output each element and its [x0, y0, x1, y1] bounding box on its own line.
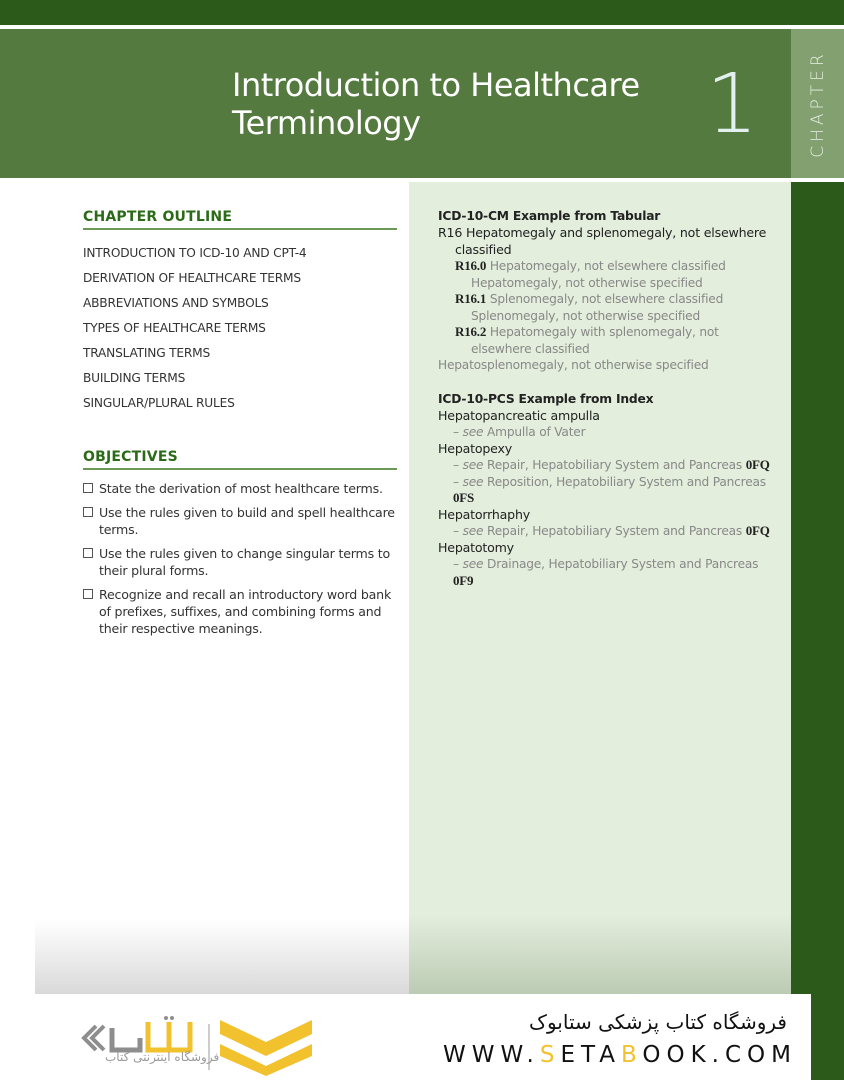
- chapter-number: 1: [706, 57, 759, 152]
- checkbox-icon: [83, 507, 93, 517]
- ref-text: Repair, Hepatobiliary System and Pancreas: [487, 524, 743, 538]
- ref-text: Reposition, Hepatobiliary System and Pancreas: [487, 474, 766, 489]
- code: R16.0: [455, 258, 487, 273]
- tabular-code-entry: [438, 258, 778, 291]
- ref-text: Ampulla of Vater: [487, 425, 586, 439]
- index-ref: [438, 424, 778, 441]
- outline-item: INTRODUCTION TO ICD-10 AND CPT-4: [83, 246, 307, 260]
- objective-text: Recognize and recall an introductory word bank of prefixes, suffixes, and combining forms and their respective meanings.: [99, 587, 392, 636]
- outline-item: TRANSLATING TERMS: [83, 346, 211, 360]
- logo-subtitle: فروشگاه اینترنتی کتاب: [105, 1050, 220, 1064]
- code-cont: Hepatomegaly, not otherwise specified: [471, 275, 703, 290]
- outline-item: DERIVATION OF HEALTHCARE TERMS: [83, 271, 301, 285]
- chapter-label: CHAPTER: [807, 49, 828, 158]
- index-term: Hepatopancreatic ampulla: [438, 407, 600, 423]
- ref-code: 0FQ: [745, 457, 770, 472]
- code-text: Hepatomegaly, not elsewhere classified: [489, 259, 726, 273]
- index-ref: [438, 556, 778, 589]
- code: R16.1: [455, 291, 487, 306]
- setabook-logo-icon: [70, 1016, 330, 1076]
- objective-item: [83, 504, 397, 538]
- page-fade: [35, 920, 409, 994]
- see-word: see: [462, 557, 484, 571]
- checkbox-icon: [83, 483, 93, 493]
- index-term: Hepatopexy: [438, 440, 512, 456]
- see-word: see: [462, 524, 484, 538]
- url-part: WWW.: [442, 1042, 540, 1068]
- checkbox-icon: [83, 589, 93, 599]
- code-cont: Splenomegaly, not otherwise specified: [471, 308, 701, 323]
- top-band: [0, 0, 844, 25]
- store-url: [443, 1042, 797, 1068]
- objective-item: [83, 586, 397, 637]
- dash: –: [453, 458, 459, 472]
- objective-item: [83, 545, 397, 579]
- url-highlight: S: [539, 1042, 561, 1068]
- dash: –: [453, 557, 459, 571]
- outline-item: ABBREVIATIONS AND SYMBOLS: [83, 296, 269, 310]
- url-part: OOK.COM: [642, 1042, 797, 1068]
- see-word: see: [462, 425, 484, 439]
- tabular-main-entry: R16 Hepatomegaly and splenomegaly, not elsewhere classified: [438, 225, 767, 257]
- see-word: see: [462, 458, 484, 472]
- dash: –: [453, 425, 459, 439]
- objective-item: [83, 480, 397, 497]
- side-bar: [791, 182, 844, 1080]
- tabular-note: Hepatosplenomegaly, not otherwise specified: [438, 358, 709, 372]
- store-name: فروشگاه کتاب پزشکی ستابوک: [529, 1010, 787, 1034]
- index-term: Hepatorrhaphy: [438, 506, 531, 522]
- coding-examples: [438, 208, 778, 589]
- dash: –: [453, 524, 459, 538]
- index-term: Hepatotomy: [438, 539, 514, 555]
- ref-text: Repair, Hepatobiliary System and Pancreas: [487, 458, 743, 472]
- tabular-code-entry: [438, 291, 778, 324]
- chapter-outline: [83, 209, 397, 416]
- objective-text: State the derivation of most healthcare terms.: [99, 481, 383, 496]
- outline-item: SINGULAR/PLURAL RULES: [83, 396, 235, 410]
- chapter-tab: [791, 29, 844, 178]
- checkbox-icon: [83, 548, 93, 558]
- dash: –: [453, 474, 459, 489]
- code: R16.2: [455, 324, 487, 339]
- code-text: Splenomegaly, not elsewhere classified: [489, 292, 724, 306]
- code-text: Hepatomegaly with splenomegaly, not elsewhere classified: [471, 325, 719, 356]
- tabular-heading: ICD-10-CM Example from Tabular: [438, 209, 661, 223]
- objectives-heading: OBJECTIVES: [83, 449, 397, 470]
- index-ref: [438, 523, 778, 540]
- outline-item: TYPES OF HEALTHCARE TERMS: [83, 321, 266, 335]
- objectives: [83, 449, 397, 644]
- ref-text: Drainage, Hepatobiliary System and Pancreas: [487, 557, 759, 571]
- outline-list: [83, 241, 397, 416]
- tabular-code-entry: [438, 324, 778, 357]
- objective-text: Use the rules given to change singular terms to their plural forms.: [99, 546, 390, 578]
- panel-fade: [409, 915, 791, 994]
- outline-heading: CHAPTER OUTLINE: [83, 209, 397, 230]
- ref-code: 0F9: [453, 572, 474, 588]
- index-ref: [438, 457, 778, 474]
- watermark-footer: [35, 994, 811, 1080]
- url-highlight: B: [621, 1042, 643, 1068]
- index-ref: [438, 474, 778, 507]
- objective-text: Use the rules given to build and spell healthcare terms.: [99, 505, 395, 537]
- outline-item: BUILDING TERMS: [83, 371, 186, 385]
- index-heading: ICD-10-PCS Example from Index: [438, 391, 654, 406]
- chapter-title-line1: Introduction to Healthcare: [232, 66, 640, 104]
- ref-code: 0FS: [453, 490, 475, 505]
- see-word: see: [462, 474, 484, 489]
- objectives-list: [83, 480, 397, 637]
- url-part: ETA: [560, 1042, 622, 1068]
- ref-code: 0FQ: [745, 523, 770, 538]
- chapter-title-line2: Terminology: [232, 104, 421, 142]
- chapter-title: [232, 66, 692, 142]
